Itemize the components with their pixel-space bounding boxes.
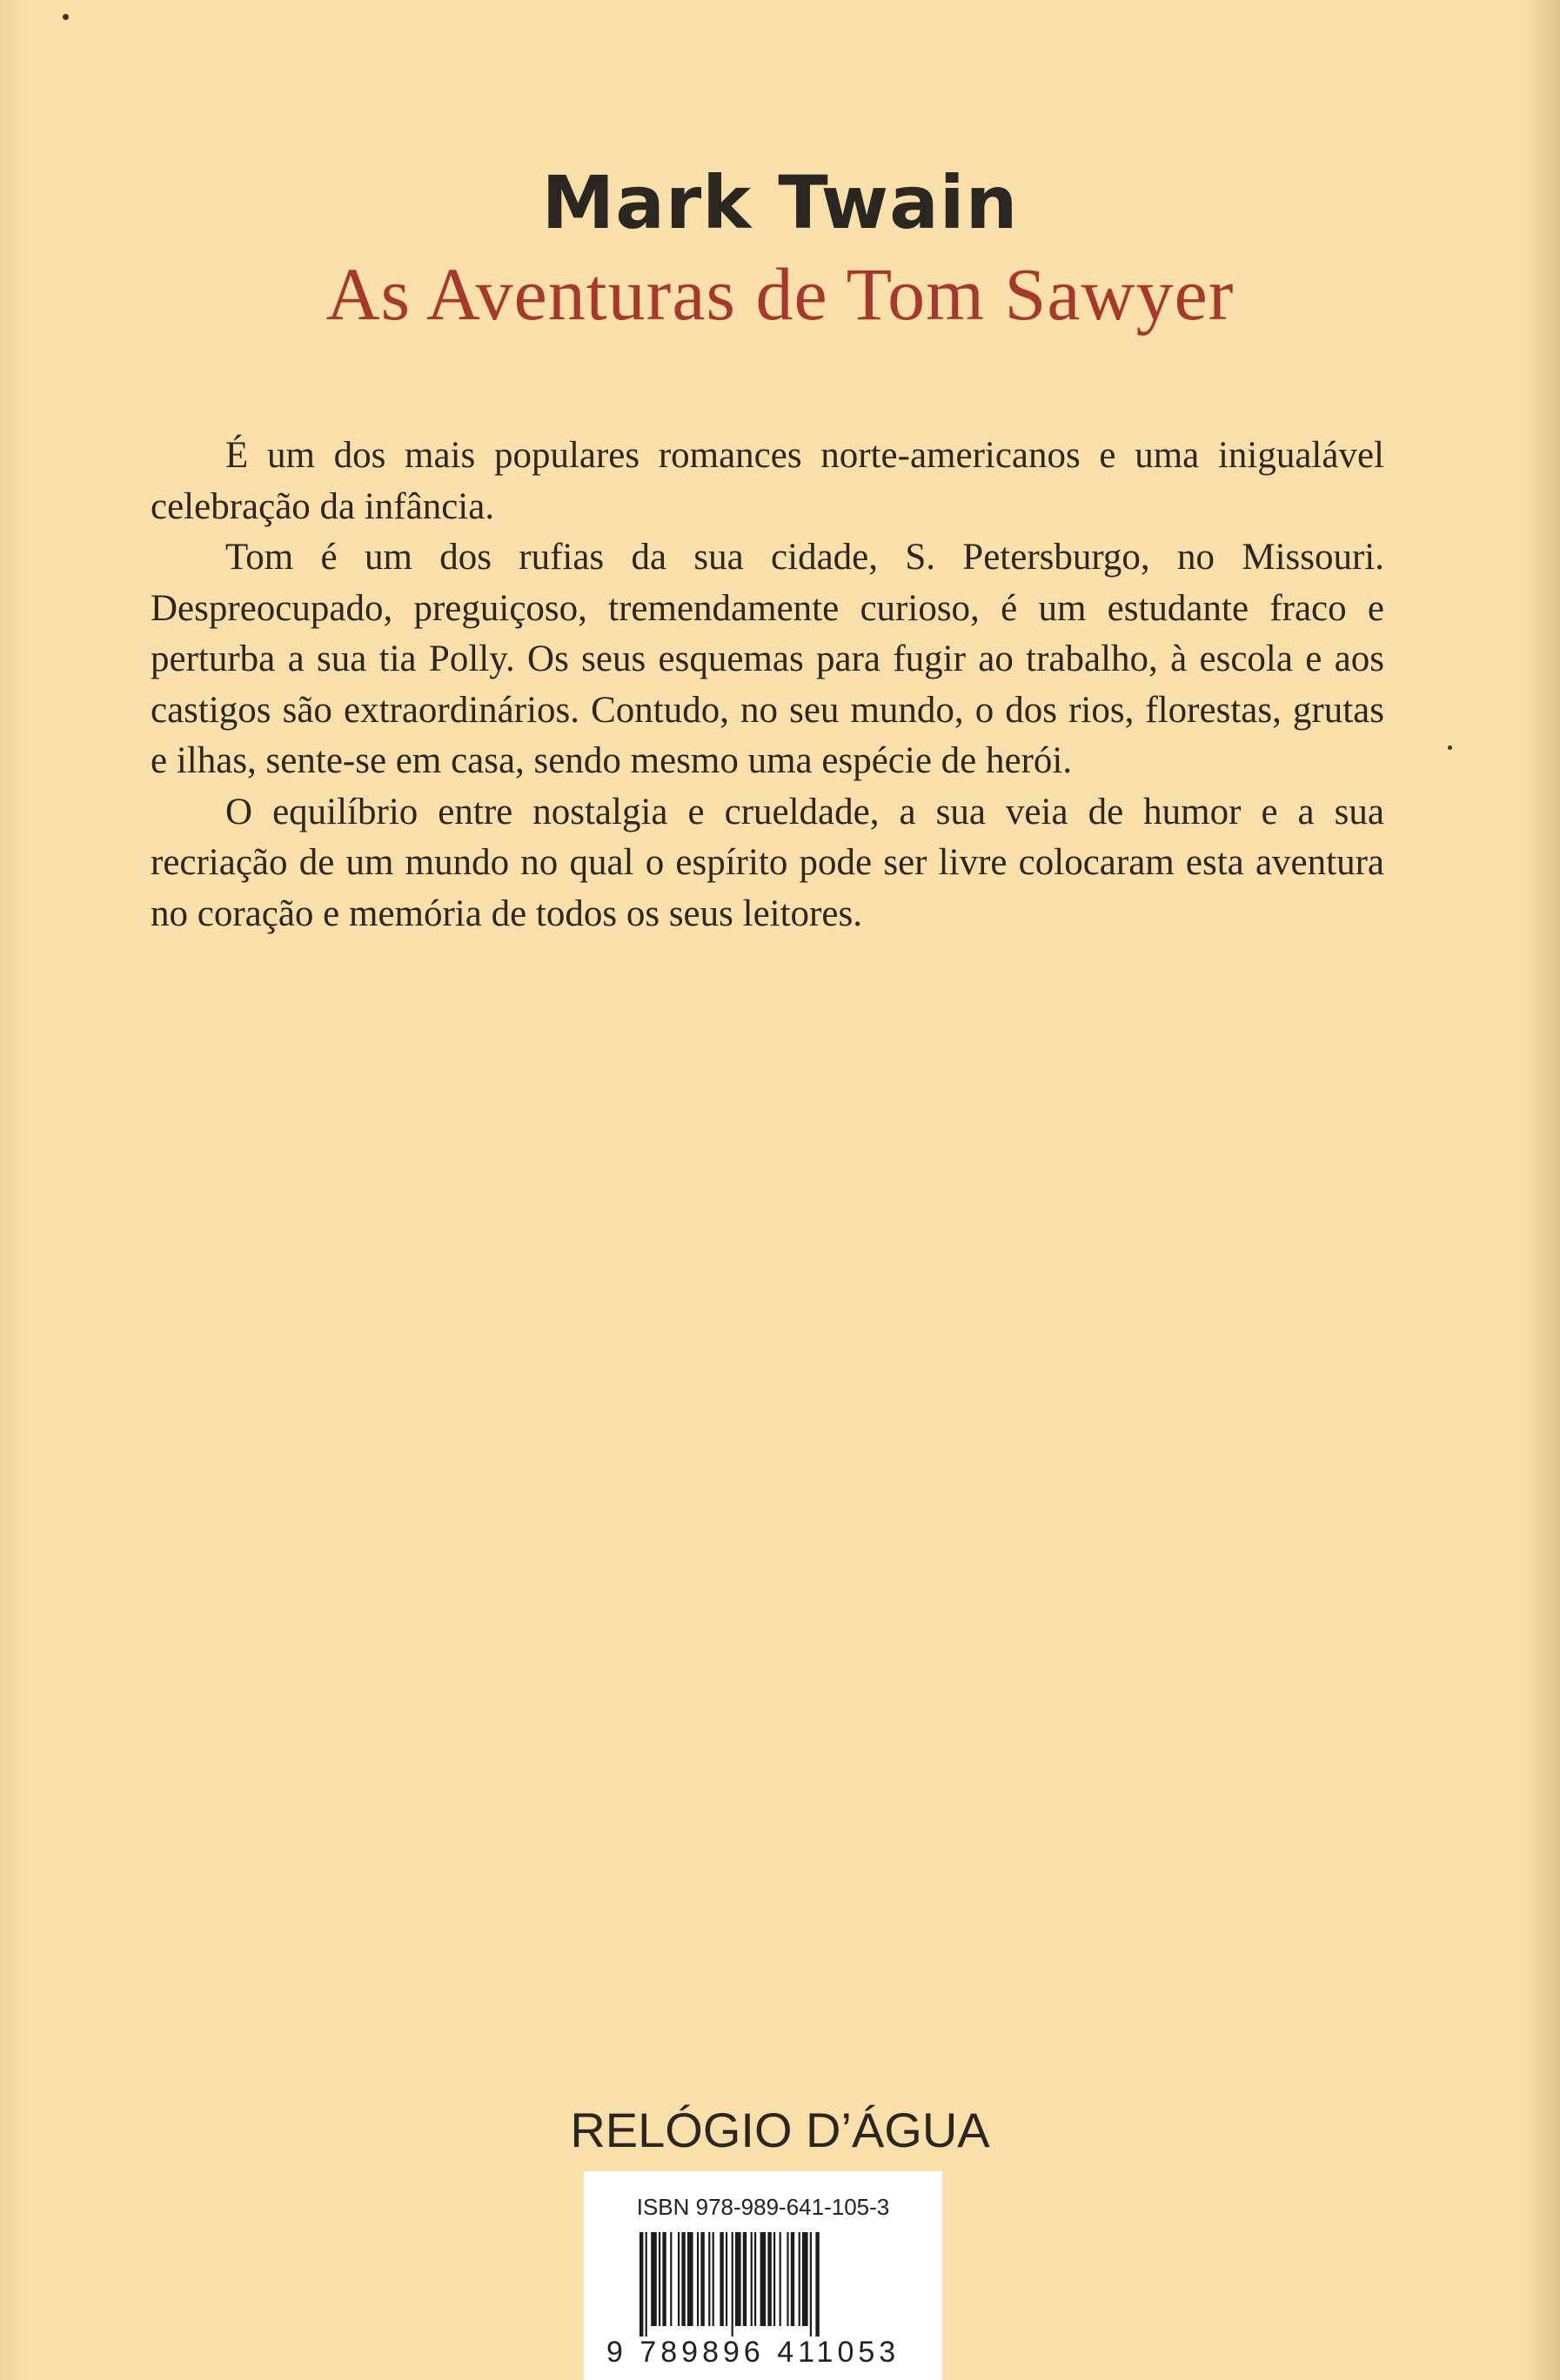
barcode-bar <box>799 2232 800 2326</box>
barcode-bar <box>687 2232 693 2326</box>
barcode-bar <box>815 2232 819 2337</box>
blurb-text <box>151 431 1384 939</box>
barcode-bar <box>726 2232 727 2326</box>
barcode-bar <box>662 2232 666 2326</box>
barcode-bar <box>751 2232 753 2326</box>
print-speck <box>1448 745 1452 750</box>
barcode-bar <box>780 2232 781 2326</box>
barcode-bar <box>670 2232 672 2326</box>
barcode-bar <box>810 2232 812 2337</box>
barcode-icon <box>636 2232 897 2337</box>
cover-edge-shadow <box>1532 0 1560 2380</box>
barcode-bar <box>760 2232 767 2326</box>
barcode-bar <box>787 2232 788 2326</box>
barcode-bar <box>732 2232 733 2337</box>
barcode-bar <box>735 2232 741 2326</box>
barcode-bar <box>700 2232 704 2326</box>
print-speck <box>63 14 69 20</box>
blurb-paragraph: O equilíbrio entre nostalgia e crueldade, a sua veia de humor e a sua recriação de um mundo no qual o espírito pode ser livre colocaram esta aventura no coração e memória de todos os seus leitores. <box>151 791 1384 934</box>
barcode-bar <box>646 2232 647 2337</box>
book-title: As Aventuras de Tom Sawyer <box>325 252 1235 336</box>
barcode-bar <box>743 2232 747 2326</box>
barcode-bar <box>791 2232 794 2326</box>
barcode-label <box>584 2171 942 2380</box>
barcode-bar <box>767 2232 771 2326</box>
barcode-bar <box>639 2232 643 2337</box>
barcode-bar <box>651 2232 657 2326</box>
barcode-bar <box>713 2232 714 2326</box>
blurb-paragraph: Tom é um dos rufias da sua cidade, S. Petersburgo, no Missouri. Despreocupado, preguiçoso, tremendamente curioso, é um estudante fraco e perturba a sua tia Polly. Os seus esquemas para fugir ao trabalho, à escola e aos castigos são extraordinários. Contudo, no seu mundo, o dos rios, florestas, grutas e ilhas, sente-se em casa, sendo mesmo uma espécie de herói. <box>151 537 1384 781</box>
barcode-bar <box>697 2232 699 2326</box>
barcode-bar <box>659 2232 660 2326</box>
barcode-number: 9 789896 411053 <box>606 2336 901 2369</box>
blurb-paragraph: É um dos mais populares romances norte-americanos e uma inigualável celebração da infância. <box>151 435 1384 527</box>
barcode-bar <box>754 2232 756 2326</box>
barcode-bar <box>708 2232 710 2326</box>
barcode-bar <box>681 2232 685 2326</box>
publisher-name: RELÓGIO D’ÁGUA <box>570 2103 990 2157</box>
barcode-bar <box>720 2232 723 2326</box>
author-name: Mark Twain <box>541 160 1019 245</box>
barcode-bar <box>678 2232 680 2326</box>
barcode-bar <box>802 2232 808 2326</box>
isbn-text: ISBN 978-989-641-105-3 <box>636 2194 890 2220</box>
barcode-bar <box>773 2232 775 2326</box>
